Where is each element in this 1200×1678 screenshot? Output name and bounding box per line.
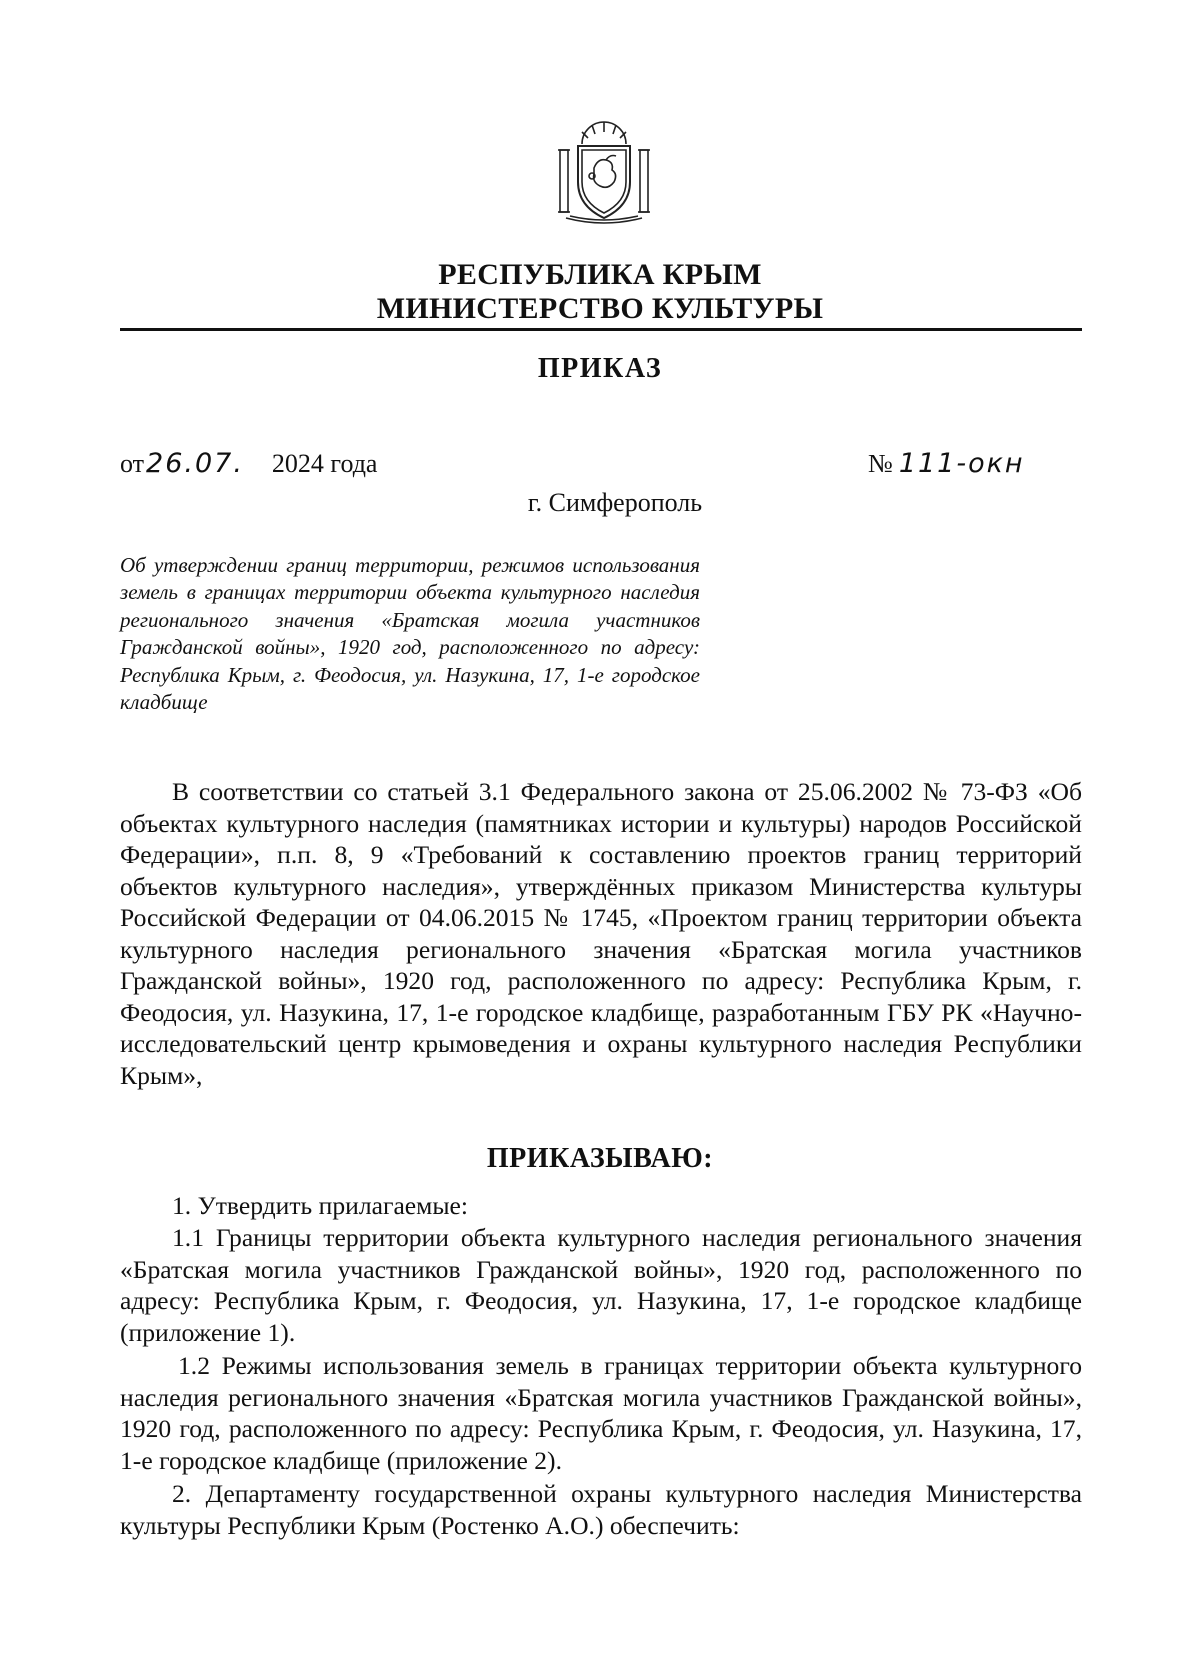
document-subject: Об утверждении границ территории, режимов использования земель в границах территории объекта культурного наследия регионального значения «Братская могила участников Гражданской войны», 1920 год, расположенного по адресу: Республика Крым, г. Феодосия, ул. Назукина, 17, 1-е городское кладбище [120,553,700,715]
date-prefix: от [120,449,145,478]
handwritten-date: 26.07. [146,448,244,479]
crimea-coat-of-arms-icon [548,120,660,228]
number-prefix: № [868,449,893,478]
org-name-region: РЕСПУБЛИКА КРЫМ [438,258,762,291]
document-number [868,448,1025,479]
order-item-2: 2. Департаменту государственной охраны культурного наследия Министерства культуры Республики Крым (Ростенко А.О.) обеспечить: [120,1479,1082,1540]
header-divider [120,328,1082,331]
date-year: 2024 года [271,449,378,478]
document-date [120,448,377,479]
decree-heading: ПРИКАЗЫВАЮ: [486,1143,714,1174]
document-type-title: ПРИКАЗ [537,353,663,384]
order-item-1-1: 1.1 Границы территории объекта культурного наследия регионального значения «Братская могила участников Гражданской войны», 1920 год, расположенного по адресу: Республика Крым, г. Феодосия, ул. Назукина, 17, 1-е городское кладбище (приложение 1). [120,1223,1082,1347]
handwritten-number: 111-окн [898,448,1025,479]
order-item-1: 1. Утвердить прилагаемые: [172,1191,469,1220]
order-item-1-2: 1.2 Режимы использования земель в границах территории объекта культурного наследия регионального значения «Братская могила участников Гражданской войны», 1920 год, расположенного по адресу: Республика Крым, г. Феодосия, ул. Назукина, 17, 1-е городское кладбище (приложение 2). [120,1351,1082,1475]
org-name-ministry: МИНИСТЕРСТВО КУЛЬТУРЫ [376,292,824,325]
document-city: г. Симферополь [527,488,703,517]
preamble-paragraph: В соответствии со статьей 3.1 Федерального закона от 25.06.2002 № 73-ФЗ «Об объектах культурного наследия (памятниках истории и культуры) народов Российской Федерации», п.п. 8, 9 «Требований к составлению проектов границ территорий объектов культурного наследия», утверждённых приказом Министерства культуры Российской Федерации от 04.06.2015 № 1745, «Проектом границ территории объекта культурного наследия регионального значения «Братская могила участников Гражданской войны», 1920 год, расположенного по адресу: Республика Крым, г. Феодосия, ул. Назукина, 17, 1-е городское кладбище, разработанным ГБУ РК «Научно-исследовательский центр крымоведения и охраны культурного наследия Республики Крым», [120,777,1082,1090]
